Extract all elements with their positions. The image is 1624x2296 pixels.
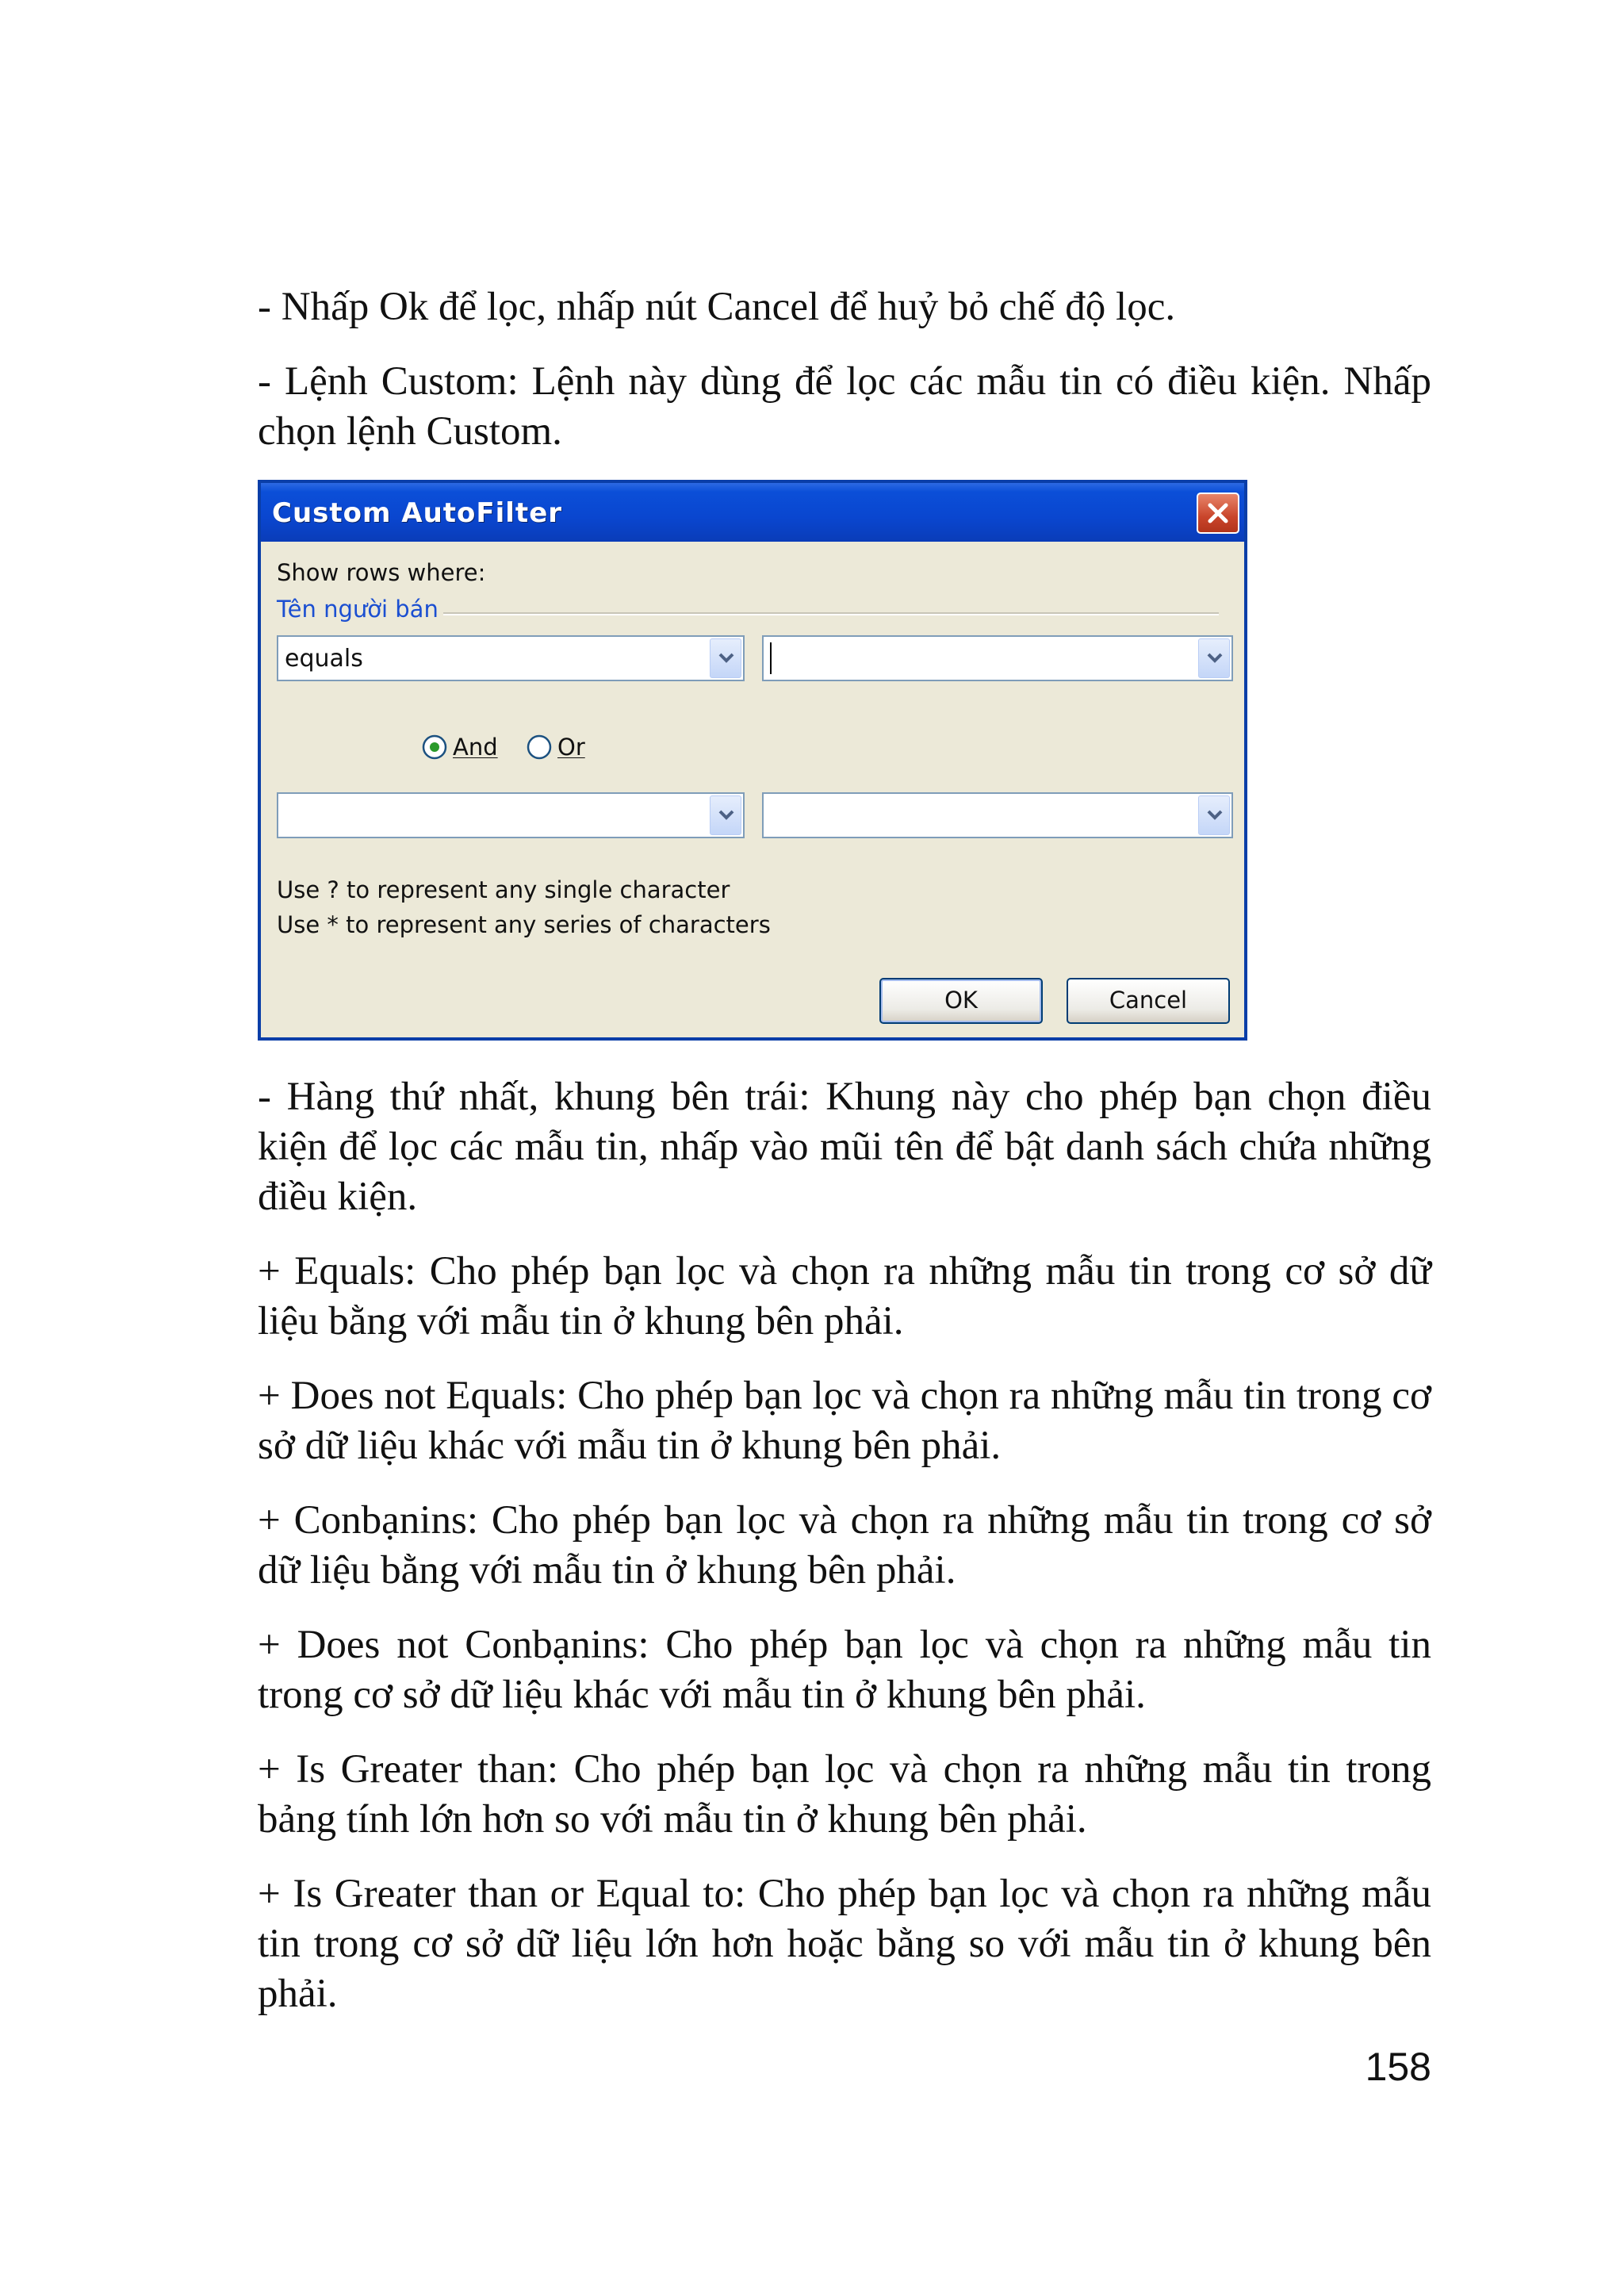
paragraph-does-not-equals: + Does not Equals: Cho phép bạn lọc và chọn ra những mẫu tin trong cơ sở dữ liệu khác với mẫu tin ở khung bên phải. — [258, 1374, 1431, 1468]
hint-single-character: Use ? to represent any single character — [277, 876, 730, 903]
radio-or[interactable] — [526, 734, 553, 761]
document-page — [258, 0, 1431, 2296]
operator1-value: equals — [285, 645, 363, 673]
operator1-select[interactable] — [277, 635, 745, 681]
paragraph-custom-command: - Lệnh Custom: Lệnh này dùng để lọc các mẫu tin có điều kiện. Nhấp chọn lệnh Custom. — [258, 359, 1431, 454]
radio-and-label[interactable]: And — [453, 734, 498, 761]
page-number: 158 — [1365, 2045, 1431, 2089]
hint-series-characters: Use * to represent any series of characters — [277, 911, 771, 938]
paragraph-is-greater-than-or-equal: + Is Greater than or Equal to: Cho phép bạn lọc và chọn ra những mẫu tin trong cơ sở dữ liệu lớn hơn hoặc bằng so với mẫu tin ở khung bên phải. — [258, 1872, 1431, 2016]
paragraph-equals: + Equals: Cho phép bạn lọc và chọn ra những mẫu tin trong cơ sở dữ liệu bằng với mẫu tin ở khung bên phải. — [258, 1249, 1431, 1343]
operator1-dropdown-button[interactable] — [710, 638, 741, 678]
paragraph-first-row-left-box: - Hàng thứ nhất, khung bên trái: Khung này cho phép bạn chọn điều kiện để lọc các mẫu tin, nhấp vào mũi tên để bật danh sách chứa những điều kiện. — [258, 1075, 1431, 1219]
chevron-down-icon — [718, 808, 735, 822]
chevron-down-icon — [718, 651, 735, 665]
ok-button[interactable]: OK — [879, 978, 1043, 1024]
custom-autofilter-dialog — [258, 480, 1247, 1041]
paragraph-ok-cancel: - Nhấp Ok để lọc, nhấp nút Cancel để huỷ bỏ chế độ lọc. — [258, 285, 1176, 329]
radio-or-label[interactable]: Or — [557, 734, 585, 761]
show-rows-label: Show rows where: — [277, 559, 486, 586]
radio-and[interactable] — [421, 734, 448, 761]
cancel-button[interactable]: Cancel — [1067, 978, 1230, 1024]
close-x-icon — [1205, 500, 1231, 526]
paragraph-does-not-contain: + Does not Conbạnins: Cho phép bạn lọc và chọn ra những mẫu tin trong cơ sở dữ liệu khác với mẫu tin ở khung bên phải. — [258, 1623, 1431, 1717]
separator-line — [443, 612, 1219, 615]
value1-combobox[interactable] — [762, 635, 1233, 681]
paragraph-contains: + Conbạnins: Cho phép bạn lọc và chọn ra những mẫu tin trong cơ sở dữ liệu bằng với mẫu tin ở khung bên phải. — [258, 1498, 1431, 1593]
text-cursor — [770, 642, 772, 674]
dialog-title-bar[interactable] — [261, 483, 1244, 542]
value1-dropdown-button[interactable] — [1198, 638, 1230, 678]
close-button[interactable] — [1197, 493, 1239, 534]
chevron-down-icon — [1206, 651, 1224, 665]
dialog-title: Custom AutoFilter — [272, 497, 563, 529]
chevron-down-icon — [1206, 808, 1224, 822]
operator2-select[interactable] — [277, 792, 745, 838]
paragraph-is-greater-than: + Is Greater than: Cho phép bạn lọc và chọn ra những mẫu tin trong bảng tính lớn hơn so với mẫu tin ở khung bên phải. — [258, 1747, 1431, 1842]
value2-combobox[interactable] — [762, 792, 1233, 838]
operator2-dropdown-button[interactable] — [710, 795, 741, 835]
field-name-label: Tên người bán — [277, 596, 439, 623]
value2-dropdown-button[interactable] — [1198, 795, 1230, 835]
